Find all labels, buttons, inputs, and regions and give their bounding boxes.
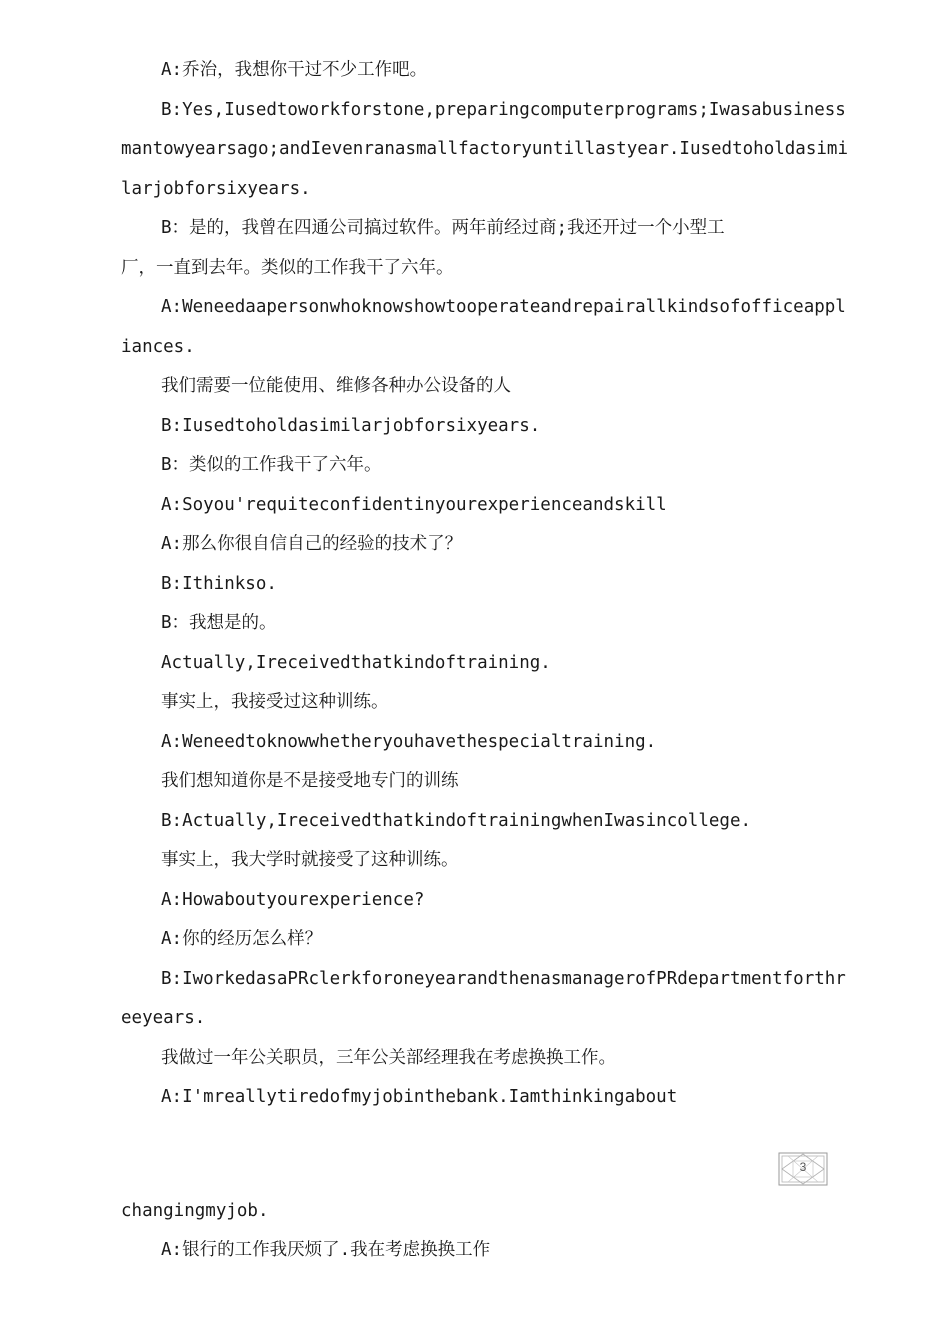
text-line: eeyears. bbox=[121, 1008, 206, 1028]
text-line: B：类似的工作我干了六年。 bbox=[161, 455, 382, 475]
text-line: changingmyjob. bbox=[121, 1201, 269, 1221]
text-line: 厂，一直到去年。类似的工作我干了六年。 bbox=[121, 258, 454, 278]
text-line: mantowyearsago;andIevenranasmallfactoryuntillastyear.Iusedtoholdasimi bbox=[121, 139, 848, 159]
text-line: A:你的经历怎么样？ bbox=[161, 929, 323, 949]
text-line: B：是的，我曾在四通公司搞过软件。两年前经过商;我还开过一个小型工 bbox=[161, 218, 725, 238]
text-line: A:乔治，我想你干过不少工作吧。 bbox=[161, 60, 428, 80]
page-number: 3 bbox=[799, 1160, 807, 1174]
text-line: B:Iusedtoholdasimilarjobforsixyears. bbox=[161, 416, 541, 436]
text-line: B：我想是的。 bbox=[161, 613, 277, 633]
text-line: larjobforsixyears. bbox=[121, 179, 311, 199]
text-line: A:I'mreallytiredofmyjobinthebank.Iamthinkingabout bbox=[161, 1087, 678, 1107]
text-line: A:Soyou'requiteconfidentinyourexperienceandskill bbox=[161, 495, 667, 515]
text-line: A:银行的工作我厌烦了.我在考虑换换工作 bbox=[161, 1240, 491, 1260]
text-line: A:Weneedtoknowwhetheryouhavethespecialtraining. bbox=[161, 732, 657, 752]
text-line: A:Howaboutyourexperience? bbox=[161, 890, 425, 910]
text-line: 我们想知道你是不是接受地专门的训练 bbox=[161, 771, 459, 791]
text-line: B:IworkedasaPRclerkforoneyearandthenasmanagerofPRdepartmentforthr bbox=[161, 969, 846, 989]
text-line: 我们需要一位能使用、维修各种办公设备的人 bbox=[161, 376, 511, 396]
text-line: A:Weneedaapersonwhoknowshowtooperateandrepairallkindsofofficeappl bbox=[161, 297, 846, 317]
text-line: B:Ithinkso. bbox=[161, 574, 277, 594]
text-line: B:Yes,Iusedtoworkforstone,preparingcomputerprograms;Iwasabusiness bbox=[161, 100, 846, 120]
text-line: 事实上，我接受过这种训练。 bbox=[161, 692, 389, 712]
text-line: 我做过一年公关职员，三年公关部经理我在考虑换换工作。 bbox=[161, 1048, 616, 1068]
text-line: 事实上，我大学时就接受了这种训练。 bbox=[161, 850, 459, 870]
text-line: Actually,Ireceivedthatkindoftraining. bbox=[161, 653, 551, 673]
text-line: iances. bbox=[121, 337, 195, 357]
text-line: A:那么你很自信自己的经验的技术了？ bbox=[161, 534, 463, 554]
text-line: B:Actually,IreceivedthatkindoftrainingwhenIwasincollege. bbox=[161, 811, 752, 831]
